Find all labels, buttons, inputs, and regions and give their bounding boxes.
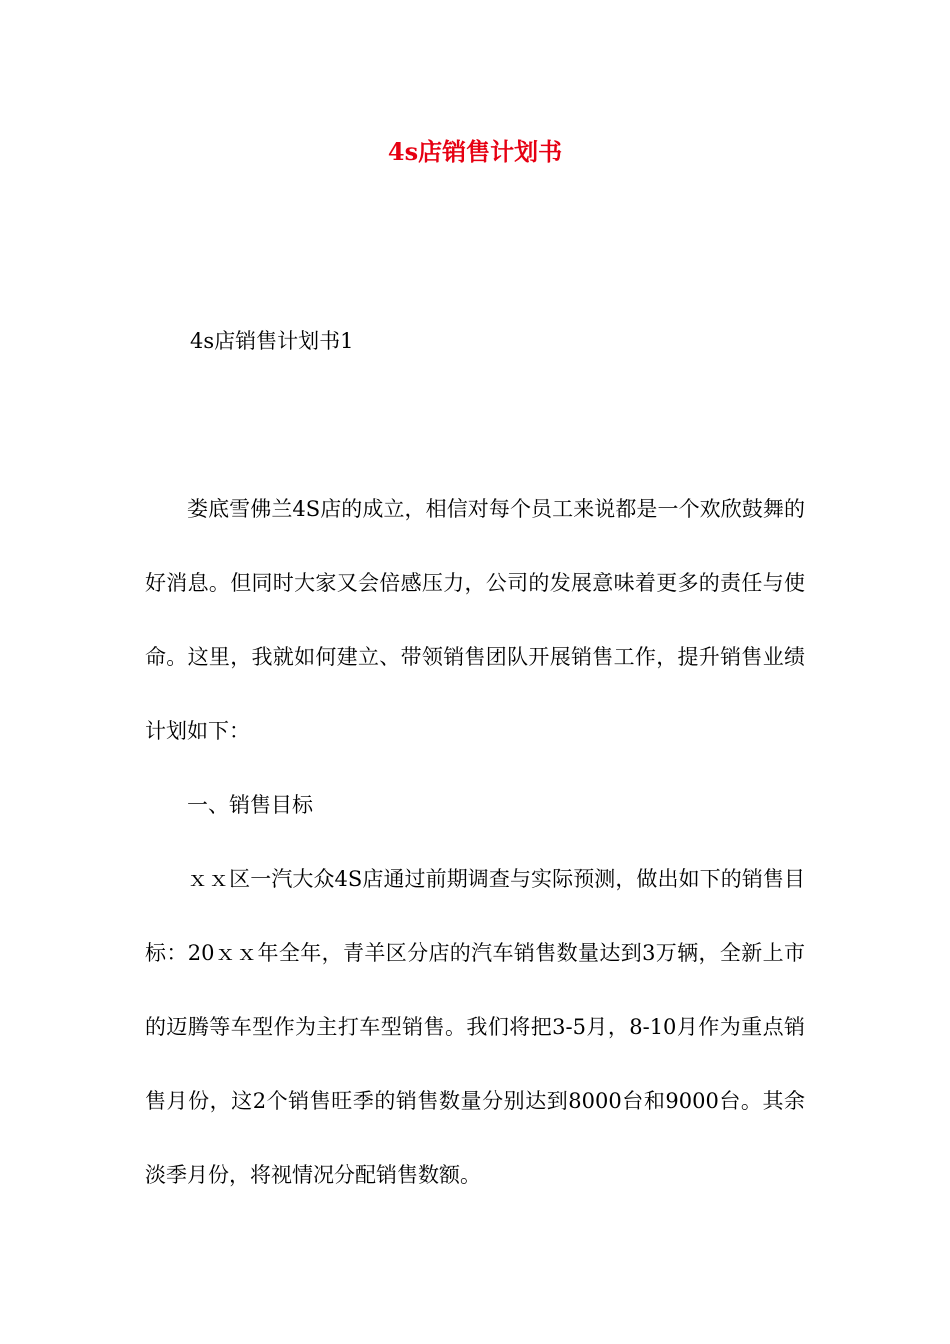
paragraph-intro: 娄底雪佛兰4S店的成立，相信对每个员工来说都是一个欢欣鼓舞的好消息。但同时大家又会倍感压力，公司的发展意味着更多的责任与使命。这里，我就如何建立、带领销售团队开展销售工作，提升销售业绩计划如下： [145, 497, 805, 743]
section-heading-sales-target: 一、销售目标 [187, 793, 313, 817]
paragraph-sales-target: ｘｘ区一汽大众4S店通过前期调查与实际预测，做出如下的销售目标：20ｘｘ年全年，青羊区分店的汽车销售数量达到3万辆，全新上市的迈腾等车型作为主打车型销售。我们将把3-5月，8-10月作为重点销售月份，这2个销售旺季的销售数量分别达到8000台和9000台。其余淡季月份，将视情况分配销售数额。 [145, 867, 805, 1187]
document-body [145, 472, 805, 1212]
document-title: 4s店销售计划书 [387, 137, 563, 166]
section-subtitle: 4s店销售计划书1 [190, 329, 354, 353]
